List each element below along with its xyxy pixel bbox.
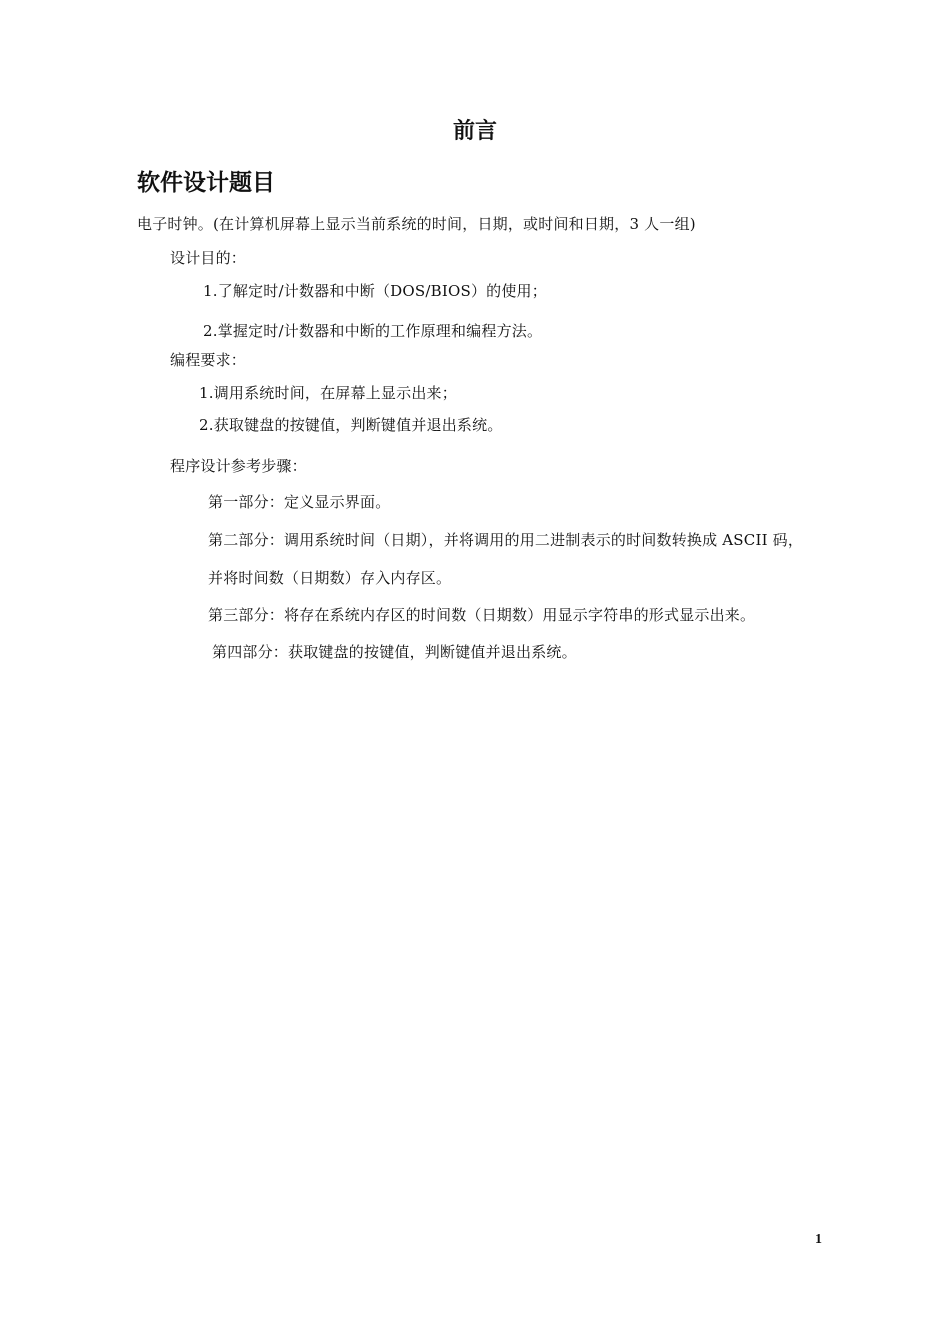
section-heading: 软件设计题目 bbox=[137, 170, 275, 196]
requirements-label: 编程要求： bbox=[170, 351, 247, 369]
purpose-item-1: 1.了解定时/计数器和中断（DOS/BIOS）的使用； bbox=[203, 282, 547, 300]
purpose-label: 设计目的： bbox=[170, 249, 247, 267]
steps-label: 程序设计参考步骤： bbox=[170, 457, 307, 475]
step-item-1: 第一部分：定义显示界面。 bbox=[208, 493, 391, 511]
step-item-2: 第二部分：调用系统时间（日期），并将调用的用二进制表示的时间数转换成 ASCII 码， bbox=[208, 531, 804, 549]
step-item-3: 第三部分：将存在系统内存区的时间数（日期数）用显示字符串的形式显示出来。 bbox=[208, 606, 756, 624]
intro-paragraph: 电子时钟。(在计算机屏幕上显示当前系统的时间，日期，或时间和日期，3 人一组) bbox=[137, 215, 696, 233]
page-number: 1 bbox=[815, 1232, 822, 1247]
purpose-item-2: 2.掌握定时/计数器和中断的工作原理和编程方法。 bbox=[203, 322, 543, 340]
requirement-item-1: 1.调用系统时间，在屏幕上显示出来； bbox=[199, 384, 457, 402]
requirement-item-2: 2.获取键盘的按键值，判断键值并退出系统。 bbox=[199, 416, 503, 434]
step-item-2-continued: 并将时间数（日期数）存入内存区。 bbox=[208, 569, 452, 587]
page-title: 前言 bbox=[452, 119, 497, 144]
step-item-4: 第四部分：获取键盘的按键值，判断键值并退出系统。 bbox=[212, 643, 577, 661]
